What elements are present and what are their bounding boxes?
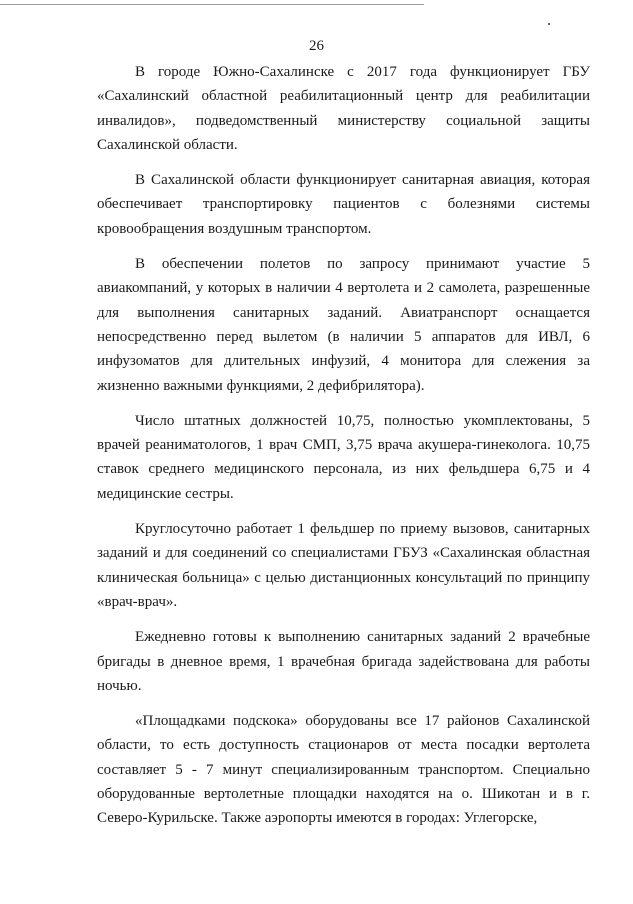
- paragraph-dispatcher: Круглосуточно работает 1 фельдшер по приему вызовов, санитарных заданий и для соединений со специалистами ГБУЗ «Сахалинская областная клиническая больница» с целью дистанционных консультаций по принципу «врач-врач».: [97, 521, 590, 610]
- paragraph-rehab-center: В городе Южно-Сахалинске с 2017 года функционирует ГБУ «Сахалинский областной реабилитационный центр для реабилитации инвалидов», подведомственный министерству социальной защиты Сахалинской области.: [97, 64, 590, 153]
- paragraph-staffing: Число штатных должностей 10,75, полностью укомплектованы, 5 врачей реаниматологов, 1 врач СМП, 3,75 врача акушера-гинеколога. 10,75 ставок среднего медицинского персонала, из них фельдшера 6,75 и 4 медицинские сестры.: [97, 412, 590, 502]
- scan-edge-line: [0, 4, 424, 5]
- paragraph-airlines: В обеспечении полетов по запросу принимают участие 5 авиакомпаний, у которых в наличии 4 вертолета и 2 самолета, разрешенные для выполнения санитарных заданий. Авиатранспорт оснащается непосредственно перед вылетом (в наличии 5 аппаратов для ИВЛ, 6 инфузоматов для длительных инфузий, 4 монитора для слежения за жизненно важными функциями, 2 дефибрилятора).: [97, 256, 590, 394]
- paragraph-air-ambulance: В Сахалинской области функционирует санитарная авиация, которая обеспечивает транспортировку пациентов с болезнями системы кровообращения воздушным транспортом.: [97, 172, 590, 237]
- page-number: 26: [309, 38, 324, 54]
- scan-speck: [548, 23, 550, 25]
- body-text: [97, 60, 590, 842]
- paragraph-brigades: Ежедневно готовы к выполнению санитарных заданий 2 врачебные бригады в дневное время, 1 врачебная бригада задействована для работы ночью.: [97, 629, 590, 694]
- paragraph-landing-sites: «Площадками подскока» оборудованы все 17 районов Сахалинской области, то есть доступность стационаров от места посадки вертолета составляет 5 - 7 минут специализированным транспортом. Специально оборудованные вертолетные площадки находятся на о. Шикотан и в г. Северо-Курильске. Также аэропорты имеются в городах: Углегорске,: [97, 713, 590, 827]
